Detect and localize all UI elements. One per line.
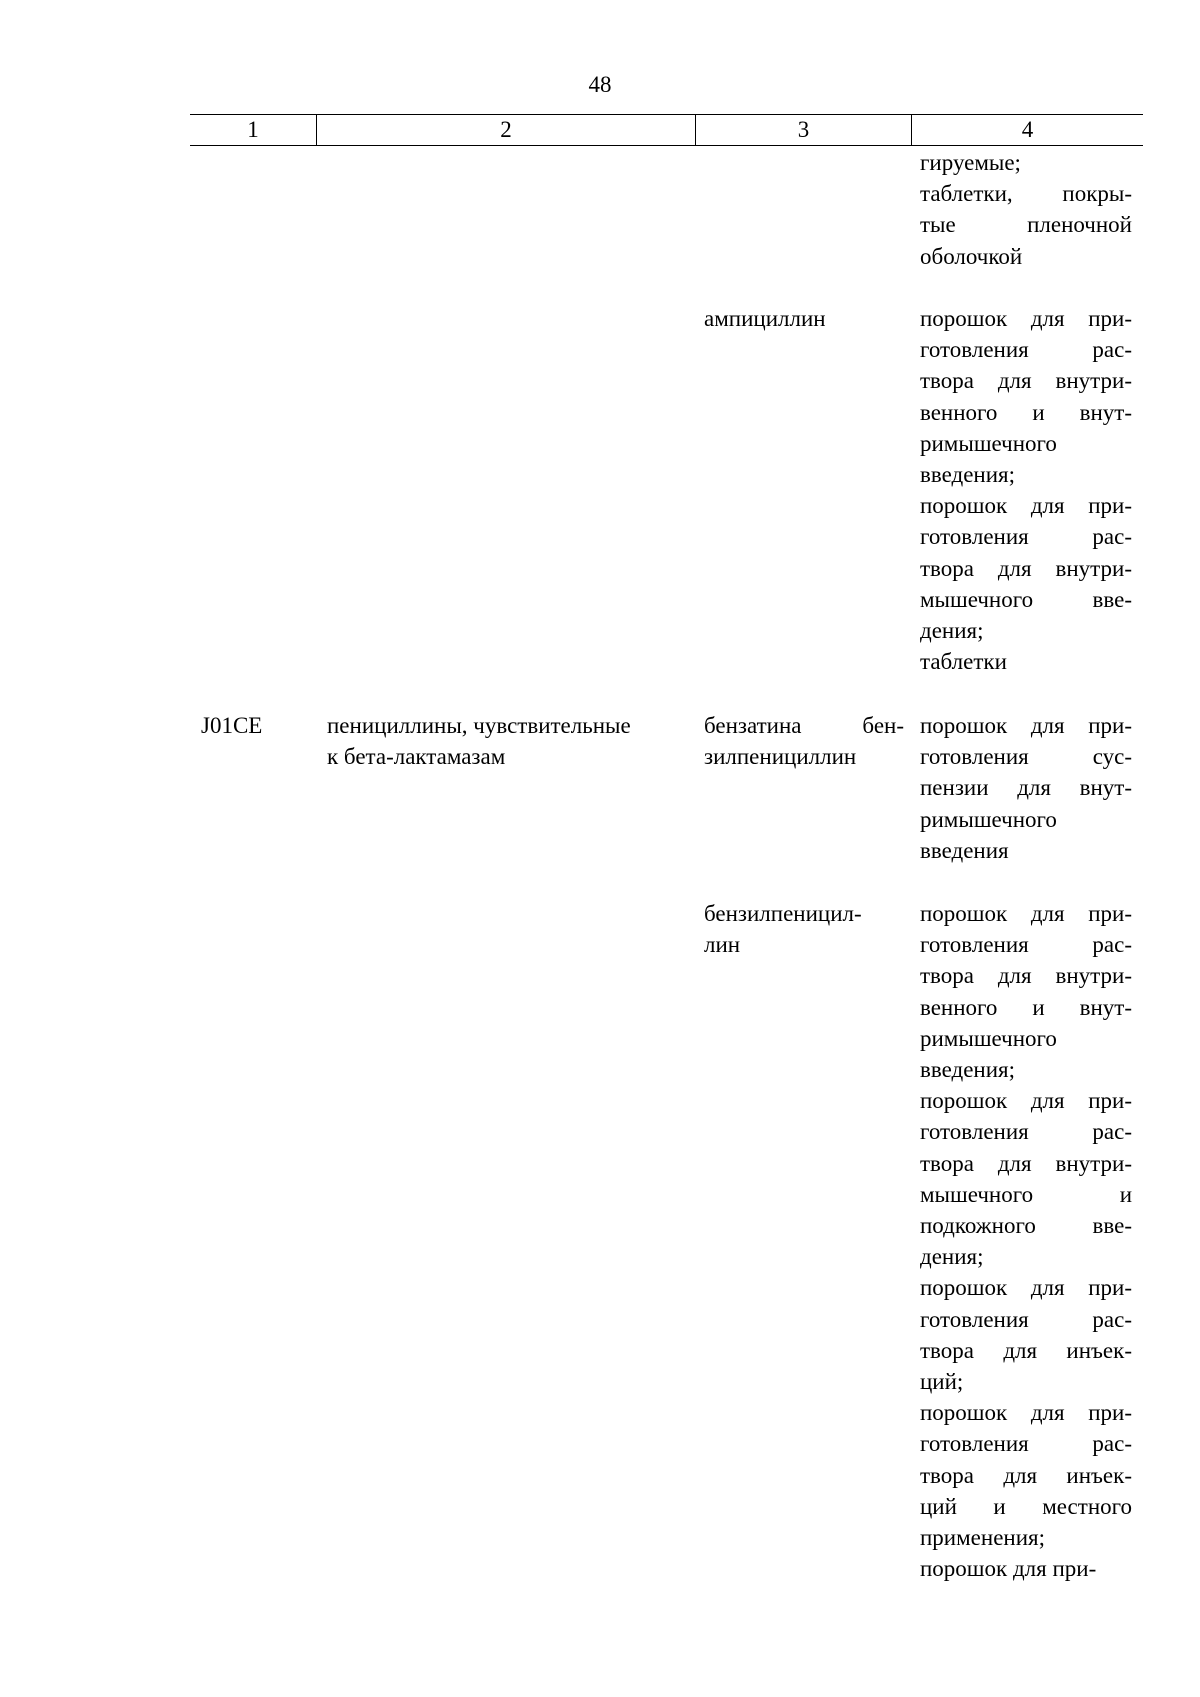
group-line: пенициллины, чувствительные bbox=[327, 713, 631, 738]
form-line: введения; bbox=[920, 462, 1015, 488]
form-line: порошок для при- bbox=[920, 1088, 1132, 1114]
form-line: венного и внут- bbox=[920, 399, 1132, 425]
header-col-1: 1 bbox=[190, 115, 317, 146]
form-line: порошок для при- bbox=[920, 1275, 1132, 1301]
form-line: римышечного bbox=[920, 806, 1057, 832]
form-line: порошок для при- bbox=[920, 306, 1132, 331]
form-line: твора для внутри- bbox=[920, 1150, 1132, 1176]
form-line: таблетки, покры- bbox=[920, 181, 1132, 207]
drug-name-line: бензилпеницил- bbox=[704, 901, 862, 926]
form-line: ций; bbox=[920, 1369, 964, 1395]
form-line: готовления сус- bbox=[920, 744, 1132, 770]
form-line: гируемые; bbox=[920, 150, 1021, 175]
drug-name-line: ампициллин bbox=[704, 306, 826, 331]
block0-forms bbox=[920, 147, 1132, 272]
form-line: порошок для при- bbox=[920, 493, 1132, 519]
block2-forms bbox=[920, 710, 1132, 866]
atc-code-text: J01CE bbox=[201, 713, 263, 738]
form-line: мышечного вве- bbox=[920, 586, 1132, 612]
form-line: твора для внутри- bbox=[920, 555, 1132, 581]
form-line: твора для инъек- bbox=[920, 1462, 1132, 1488]
form-line: дения; bbox=[920, 1244, 984, 1270]
form-line: порошок для при- bbox=[920, 1400, 1132, 1426]
form-line: оболочкой bbox=[920, 243, 1023, 269]
form-line: порошок для при- bbox=[920, 901, 1132, 926]
table-header bbox=[190, 114, 1143, 146]
header-col-2: 2 bbox=[317, 115, 696, 146]
form-line: дения; bbox=[920, 618, 984, 644]
form-line: готовления рас- bbox=[920, 1119, 1132, 1145]
form-line: римышечного bbox=[920, 430, 1057, 456]
form-line: порошок для при- bbox=[920, 1556, 1097, 1582]
group-name bbox=[327, 710, 687, 772]
form-line: готовления рас- bbox=[920, 1431, 1132, 1457]
form-line: таблетки bbox=[920, 649, 1007, 675]
form-line: римышечного bbox=[920, 1025, 1057, 1051]
form-line: готовления рас- bbox=[920, 337, 1132, 363]
form-line: применения; bbox=[920, 1525, 1045, 1551]
form-line: твора для инъек- bbox=[920, 1337, 1132, 1363]
form-line: ций и местного bbox=[920, 1493, 1132, 1519]
header-col-3: 3 bbox=[696, 115, 912, 146]
form-line: пензии для внут- bbox=[920, 775, 1132, 801]
header-col-4: 4 bbox=[912, 115, 1144, 146]
drug-name-line: бензатина бен- bbox=[704, 713, 904, 738]
form-line: готовления рас- bbox=[920, 524, 1132, 550]
form-line: венного и внут- bbox=[920, 994, 1132, 1020]
drug-name-line: зилпенициллин bbox=[704, 744, 857, 770]
group-line: к бета-лактамазам bbox=[327, 744, 506, 770]
page-number: 48 bbox=[588, 72, 612, 97]
form-line: введения; bbox=[920, 1057, 1015, 1083]
drug-name-ampicillin bbox=[704, 303, 904, 334]
form-line: твора для внутри- bbox=[920, 963, 1132, 989]
block3-forms bbox=[920, 898, 1132, 1584]
form-line: порошок для при- bbox=[920, 713, 1132, 738]
form-line: готовления рас- bbox=[920, 1306, 1132, 1332]
form-line: мышечного и bbox=[920, 1181, 1132, 1207]
drug-name-line: лин bbox=[704, 932, 741, 958]
form-line: подкожного вве- bbox=[920, 1213, 1132, 1239]
block1-forms bbox=[920, 303, 1132, 677]
form-line: введения bbox=[920, 837, 1009, 863]
drug-name-benzylpenicillin bbox=[704, 898, 904, 960]
form-line: тые пленочной bbox=[920, 212, 1132, 238]
atc-code bbox=[201, 710, 311, 741]
form-line: готовления рас- bbox=[920, 932, 1132, 958]
drug-name-benzathine bbox=[704, 710, 904, 772]
form-line: твора для внутри- bbox=[920, 368, 1132, 394]
